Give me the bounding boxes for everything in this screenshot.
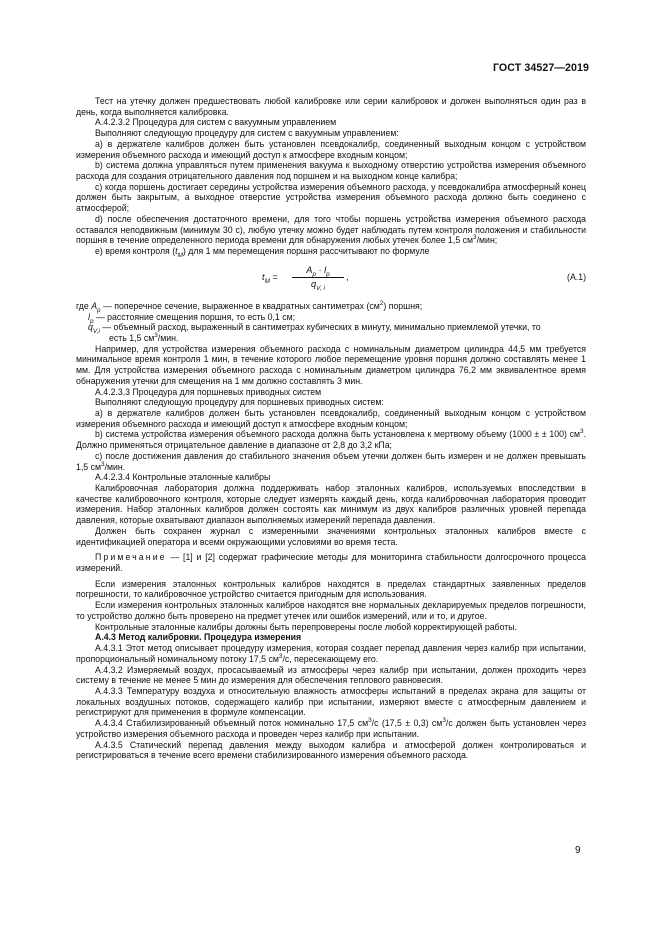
page-number: 9 [575,845,581,856]
list-item: b) система устройства измерения объемного расхода должна быть установлена к мертвому объему (1000 ± ± 100) $см^3$. Должно применяться отрицательное давление в диапазоне от 2,8 до 3,2 кПа; [76,428,586,451]
list-item: b) система должна управляться путем применения вакуума к выходному отверстию устройства измерения объемного расхода для создания отрицательного давления под поршнем и на выходном конце калибра; [76,160,586,182]
document-body [76,96,586,761]
section-heading: А.4.2.3.3 Процедура для поршневых приводных систем [95,386,322,397]
definition: где $A_p$ — поперечное сечение, выраженное в квадратных сантиметрах $(см^2)$ поршня; [76,299,423,314]
definition: $l_p$ — расстояние смещения поршня, то есть 0,1 см; [88,311,296,325]
paragraph: А.4.3.4 Стабилизированный объемный поток номинально 17,5 $см^3/с$ (17,5 ± 0,3) $см^3/с$ должен быть установлен через устройство измерения объемного расхода и проведен через калибр при испытании. [76,717,586,739]
paragraph: Должен быть сохранен журнал с измеренными значениями контрольных эталонных калибров вместе с идентификацией оператора и всеми окружающими условиями во время теста. [76,525,586,547]
paragraph: А.4.3.3 Температуру воздуха и относительную влажность атмосферы испытаний в пределах экрана для защиты от локальных воздушных потоков, содержащего калибр при испытании, измеряют вместе с атмосферным давлением и регистрируют для применения в формуле компенсации. [76,685,586,718]
paragraph: А.4.3.1 Этот метод описывает процедуру измерения, которая создает перепад давления через калибр при испытании, пропорциональный номинальному потоку 17,5 $см^3/с$, пересекающему его. [76,643,586,664]
formula-lhs: $t_M$ = [262,271,278,285]
list-item: е) время контроля $(t_M)$ для 1 мм перемещения поршня рассчитывают по формуле [95,246,430,259]
paragraph: А.4.3.5 Статический перепад давления между выходом калибра и атмосферой должен контролироваться и регистрироваться в течение всего времени стабилизированного измерения объемного расхода. [76,739,586,761]
paragraph: Тест на утечку должен предшествовать любой калибровке или серии калибровок и должен выполняться один раз в день, когда выполняется калибровка. [76,96,586,117]
section-heading-bold: А.4.3 Метод калибровки. Процедура измерения [95,632,302,643]
list-item: c) после достижения давления до стабильного значения объем утечки должен быть измерен и не должен превышать 1,5 $см^3$/мин. [76,450,586,472]
document-header: ГОСТ 34527—2019 [492,62,589,74]
paragraph: Если измерения контрольных эталонных калибров находятся вне нормальных декларируемых пределов погрешности, то устройство должно быть проверено на предмет утечек или ошибок измерений, или и то, и другое. [76,600,586,621]
list-item: d) после обеспечения достаточного времени, для того чтобы поршень устройства измерения объемного расхода оставался неподвижным (минимум 30 с), любую утечку можно будет наблюдать путем контроля положения и стабильности поршня в течение определенного периода времени для обнаружения любых утечек более 1,5 $см^3$/мин; [76,213,586,246]
paragraph: Контрольные эталонные калибры должны быть перепроверены после любой корректирующей работы. [95,621,517,632]
paragraph: А.4.3.2 Измеряемый воздух, просасываемый из атмосферы через калибр при испытании, должен проходить через систему в течение не менее 5 мин до измерения для обеспечения теплового равновесия. [76,664,586,686]
note: Примечание — [1] и [2] содержат графические методы для мониторинга стабильности долгосрочного процесса измерений. [76,552,586,574]
definition-continuation: есть 1,5 $см^3$/мин. [109,332,179,343]
formula-numerator: $A_p \cdot l_p$ [292,265,344,278]
formula-number: (А.1) [567,271,586,282]
formula-fraction [292,264,344,292]
list-item: а) в держателе калибров должен быть установлен псевдокалибр, соединенный выходным концом с устройством измерения объемного расхода и имеющий доступ к атмосфере входным концом; [76,138,586,160]
section-heading: А.4.2.3.4 Контрольные эталонные калибры [95,472,271,483]
note-label: Примечание [95,552,167,563]
paragraph: Выполняют следующую процедуру для поршневых приводных систем: [95,397,384,408]
paragraph: Калибровочная лаборатория должна поддерживать набор эталонных калибров, используемых впоследствии в качестве калибровочного контроля, которые следует измерять каждый день, когда калибровочная лаборатория проводит измерения. Набор эталонных калибров должен состоять как минимум из двух калибров различных уровней перепада давления, которые охватывают диапазон выполняемых измерений перепада давления. [76,483,586,526]
definition: $q_{V,i}$ — объемный расход, выраженный в сантиметрах кубических в минуту, минимально приемлемой утечки, то [88,322,541,335]
list-item: c) когда поршень достигает середины устройства измерения объемного расхода, у псевдокалибра атмосферный конец должен быть закрытым, а выходное отверстие устройства измерения объемного расхода должно быть соединено с атмосферой; [76,181,586,214]
list-item: а) в держателе калибров должен быть установлен псевдокалибр, соединенный выходным концом с устройством измерения объемного расхода и имеющий доступ к атмосфере входным концом; [76,407,586,429]
section-heading: А.4.2.3.2 Процедура для систем с вакуумным управлением [95,117,337,128]
formula-a1: $t_M$ = $\frac{A_p \cdot l_p}{q_{V, i}}$ , (А.1) [262,264,586,292]
paragraph: Например, для устройства измерения объемного расхода с номинальным диаметром цилиндра 44,5 мм требуется минимальное время контроля 1 мин, в течение которого любое перемещение уровня поршня должно составлять менее 1 мм. Для устройства измерения объемного расхода с номинальным диаметром цилиндра 76,2 мм эквивалентное время обнаружения утечки для смещения на 1 мм должно составлять 3 мин. [76,343,586,386]
paragraph: Если измерения эталонных контрольных калибров находятся в пределах стандартных заявленных пределов погрешности, то калибровочное устройство считается пригодным для использования. [76,578,586,600]
paragraph: Выполняют следующую процедуру для систем с вакуумным управлением: [95,128,399,139]
formula-denominator: $q_{V, i}$ [311,278,325,292]
